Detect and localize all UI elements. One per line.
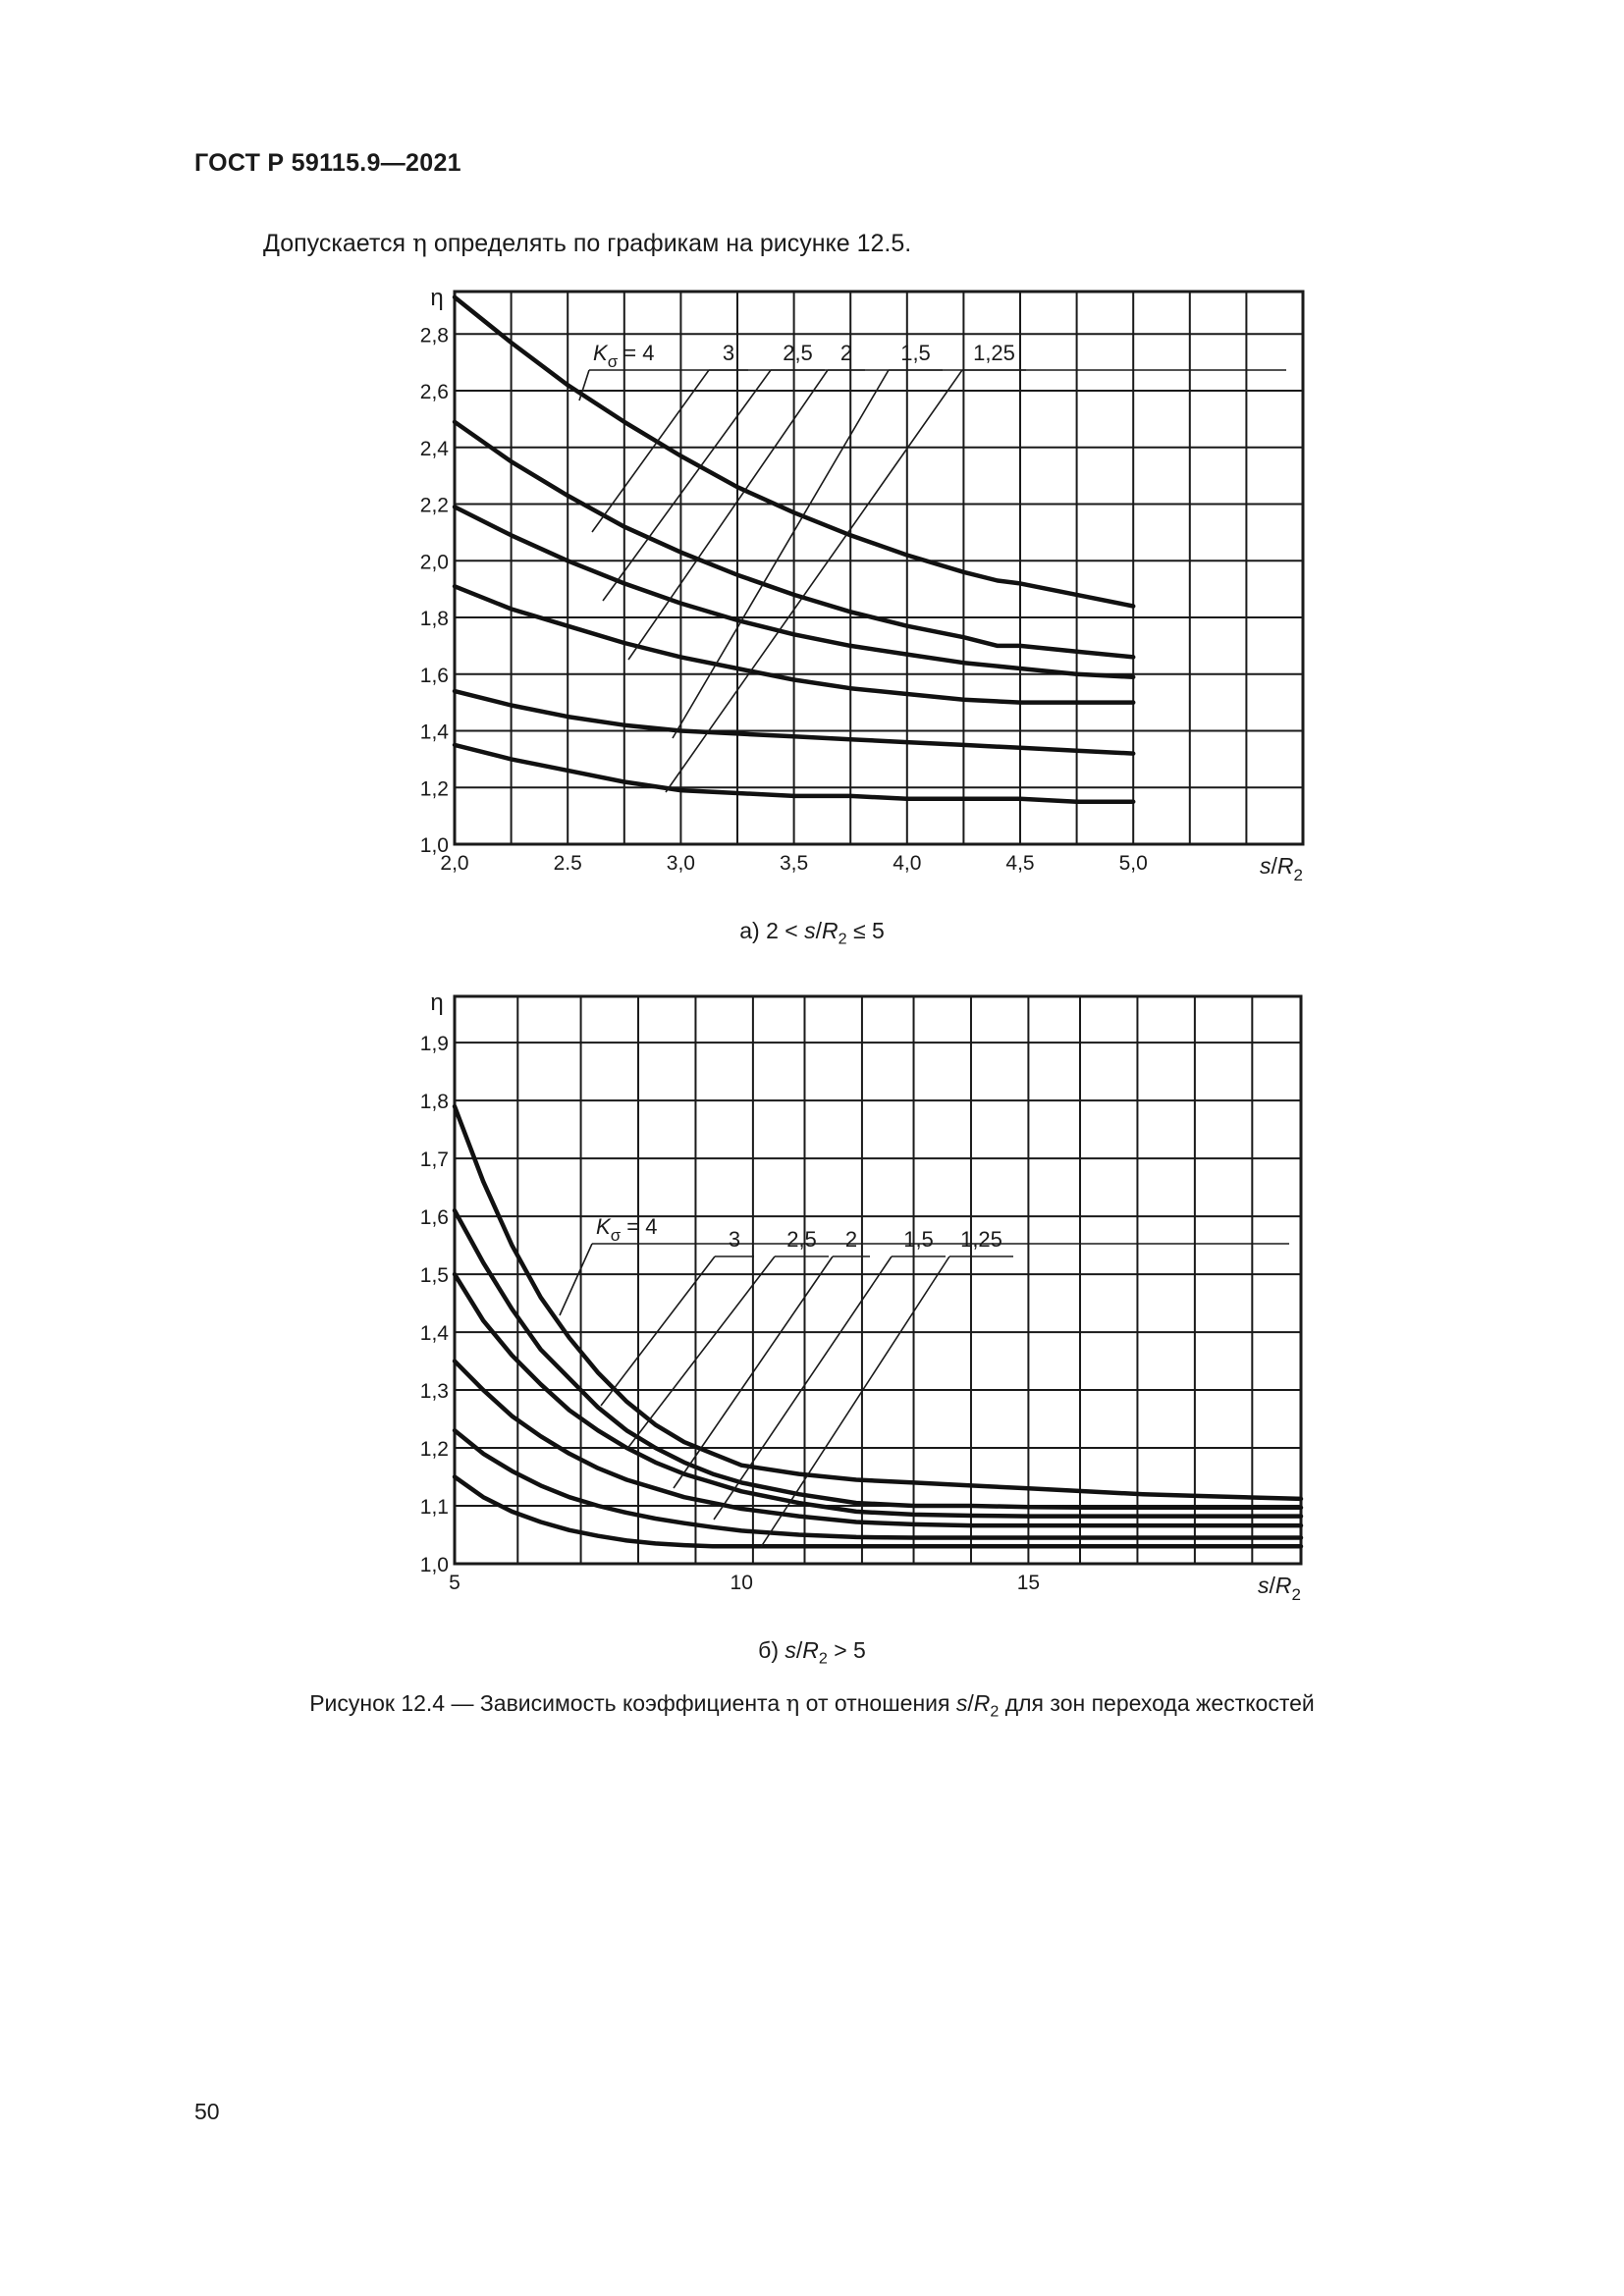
chart-b-ytick-1: 1,0: [419, 1554, 449, 1576]
chart-b-grid: [455, 996, 1301, 1564]
chart-b-xlabel-s: s: [1258, 1573, 1270, 1598]
figure-caption-r: R: [973, 1690, 991, 1716]
chart-b-ylabel: η: [430, 989, 444, 1016]
chart-a-xlabel-r: R: [1276, 853, 1294, 879]
chart-a-label-3: 3: [722, 341, 735, 365]
chart-b-caption-r: R: [802, 1637, 819, 1663]
chart-a-label-2: 2: [839, 341, 853, 365]
chart-b-ytick-1-8: 1,8: [419, 1091, 449, 1114]
chart-a-ytick-1-6: 1,6: [419, 664, 449, 687]
chart-b-ytick-1-9: 1,9: [419, 1033, 449, 1056]
chart-b-label-k-symbol: K: [596, 1214, 611, 1239]
chart-a-ytick-1-2: 1,2: [419, 777, 449, 801]
figure-caption: [0, 1690, 1624, 1722]
chart-b-label-k: [596, 1214, 658, 1245]
chart-b-ytick-1-2: 1,2: [419, 1438, 449, 1462]
chart-b-label-k-eq: = 4: [621, 1214, 658, 1239]
chart-a-ytick-2-8: 2,8: [419, 324, 449, 347]
chart-a-label-k-eq: = 4: [618, 341, 655, 365]
chart-a-ytick-1-4: 1,4: [419, 721, 449, 744]
chart-a-ytick-1: 1,0: [419, 834, 449, 857]
chart-a-xtick-5: 5,0: [1118, 852, 1148, 875]
chart-a-ytick-2-2: 2,2: [419, 494, 449, 517]
figure-caption-slash: /: [967, 1690, 974, 1716]
chart-b-label-2-5: 2,5: [786, 1227, 817, 1252]
chart-b-ytick-1-7: 1,7: [419, 1148, 449, 1172]
chart-a-label-k-sub: σ: [607, 352, 619, 371]
chart-a-caption-slash: /: [815, 918, 822, 943]
chart-b-xlabel: [1258, 1573, 1301, 1604]
chart-a-xtick-2: 2,0: [440, 852, 469, 875]
chart-b-label-1-25: 1,25: [960, 1227, 1002, 1252]
chart-a-label-2-5: 2,5: [783, 341, 813, 365]
chart-a-caption-suffix: ≤ 5: [846, 918, 885, 943]
chart-b-xlabel-sub: 2: [1291, 1585, 1301, 1604]
chart-a-caption-r: R: [821, 918, 839, 943]
chart-a-caption-sub: 2: [838, 930, 847, 948]
page-number: 50: [194, 2099, 220, 2124]
document-code: ГОСТ Р 59115.9—2021: [194, 149, 461, 177]
chart-a-xlabel-s: s: [1260, 853, 1272, 879]
chart-a-ytick-1-8: 1,8: [419, 608, 449, 631]
chart-a-label-1-25: 1,25: [973, 341, 1015, 365]
figure-caption-middle: от отношения: [799, 1690, 956, 1716]
intro-text-before: Допускается: [263, 230, 412, 257]
chart-b-label-k-sub: σ: [610, 1226, 622, 1245]
chart-b-caption-sub: 2: [818, 1649, 828, 1668]
chart-b-ytick-1-1: 1,1: [419, 1496, 449, 1520]
chart-b-xlabel-slash: /: [1269, 1573, 1275, 1598]
intro-text-after: определять по графикам на рисунке 12.5.: [426, 230, 912, 257]
chart-b-ytick-1-5: 1,5: [419, 1264, 449, 1288]
chart-a-xlabel-slash: /: [1271, 853, 1277, 879]
chart-b-xlabel-r: R: [1274, 1573, 1292, 1598]
chart-b-caption: [0, 1637, 1624, 1669]
chart-b-label-1-5: 1,5: [903, 1227, 934, 1252]
chart-b-xtick-5: 5: [449, 1572, 460, 1594]
chart-a-label-1-5: 1,5: [900, 341, 931, 365]
chart-a-ylabel: η: [430, 285, 444, 311]
chart-a-xtick-4-5: 4,5: [1005, 852, 1035, 875]
figure-caption-s: s: [955, 1690, 968, 1716]
chart-b-caption-prefix: б): [758, 1637, 785, 1663]
chart-a-caption-prefix: а) 2 <: [739, 918, 805, 943]
chart-b-ytick-1-6: 1,6: [419, 1206, 449, 1230]
chart-b-label-3: 3: [728, 1227, 741, 1252]
chart-b-caption-slash: /: [795, 1637, 803, 1663]
chart-a-xlabel-sub: 2: [1293, 866, 1303, 884]
eta-symbol: η: [412, 229, 427, 257]
chart-a-xtick-4: 4,0: [893, 852, 922, 875]
chart-b-label-2: 2: [844, 1227, 858, 1252]
chart-b-caption-s: s: [785, 1637, 796, 1663]
chart-a-xtick-3: 3,0: [666, 852, 696, 875]
chart-a-label-k-symbol: K: [593, 341, 608, 365]
figure-caption-prefix: Рисунок 12.4 — Зависимость коэффициента: [309, 1690, 786, 1716]
chart-a-caption-s: s: [804, 918, 816, 943]
chart-a-xtick-2-5: 2.5: [553, 852, 582, 875]
chart-b-caption-suffix: > 5: [827, 1637, 866, 1663]
chart-b-ytick-1-3: 1,3: [419, 1380, 449, 1404]
chart-b-label-k-leader: [560, 1244, 592, 1315]
chart-b-label-leader-0: [601, 1256, 715, 1406]
chart-b-xtick-15: 15: [1016, 1572, 1041, 1594]
chart-a-ytick-2: 2,0: [419, 551, 449, 574]
chart-b-ytick-1-4: 1,4: [419, 1322, 449, 1346]
chart-a-ytick-2-6: 2,6: [419, 381, 449, 404]
figure-caption-suffix: для зон перехода жесткостей: [999, 1690, 1315, 1716]
chart-a-xtick-3-5: 3,5: [779, 852, 809, 875]
figure-caption-sub: 2: [990, 1702, 1000, 1721]
figure-caption-eta: η: [785, 1691, 800, 1717]
chart-b-xtick-10: 10: [730, 1572, 753, 1594]
chart-a-ytick-2-4: 2,4: [419, 437, 449, 460]
